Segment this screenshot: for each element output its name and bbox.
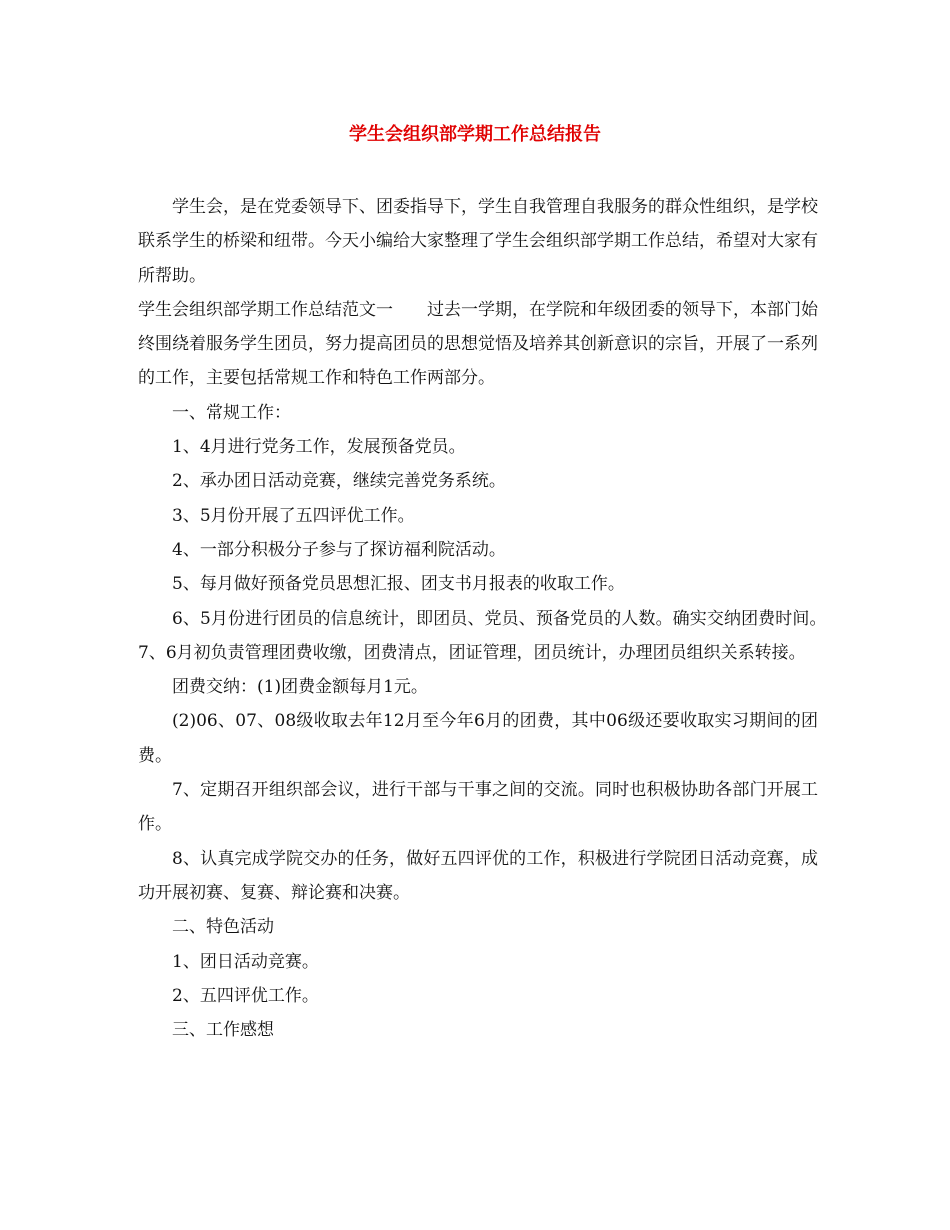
paragraph-intro: 学生会，是在党委领导下、团委指导下，学生自我管理自我服务的群众性组织，是学校联系学生的桥梁和纽带。今天小编给大家整理了学生会组织部学期工作总结，希望对大家有所帮助。 [138, 197, 818, 286]
list-item: 2、五四评优工作。 [172, 985, 319, 1006]
list-item: 团费交纳：(1)团费金额每月1元。 [172, 677, 428, 698]
heading-routine-work: 一、常规工作： [172, 402, 291, 423]
list-item: (2)06、07、08级收取去年12月至今年6月的团费，其中06级还要收取实习期间的团费。 [138, 711, 818, 766]
list-item: 6、5月份进行团员的信息统计，即团员、党员、预备党员的人数。确实交纳团费时间。 7、6月初负责管理团费收缴，团费清点，团证管理，团员统计，办理团员组织关系转接。 [138, 608, 835, 663]
list-item: 1、4月进行党务工作，发展预备党员。 [172, 437, 466, 458]
list-item: 8、认真完成学院交办的任务，做好五四评优的工作，积极进行学院团日活动竞赛，成功开展初赛、复赛、辩论赛和决赛。 [138, 848, 818, 903]
list-item: 5、每月做好预备党员思想汇报、团支书月报表的收取工作。 [172, 574, 625, 595]
list-item: 3、5月份开展了五四评优工作。 [172, 505, 415, 526]
heading-special-activities: 二、特色活动 [172, 917, 274, 938]
heading-work-reflections: 三、工作感想 [172, 1020, 274, 1041]
paragraph-sample-one: 学生会组织部学期工作总结范文一 过去一学期，在学院和年级团委的领导下，本部门始终围绕着服务学生团员，努力提高团员的思想觉悟及培养其创新意识的宗旨，开展了一系列的工作，主要包括常规工作和特色工作两部分。 [138, 299, 818, 389]
list-item: 7、定期召开组织部会议，进行干部与干事之间的交流。同时也积极协助各部门开展工作。 [138, 780, 818, 835]
list-item: 2、承办团日活动竞赛，继续完善党务系统。 [172, 471, 506, 492]
list-item: 1、团日活动竞赛。 [172, 951, 319, 972]
document-title: 学生会组织部学期工作总结报告 [349, 124, 601, 145]
list-item: 4、一部分积极分子参与了探访福利院活动。 [172, 539, 506, 560]
document-body [138, 190, 835, 1047]
